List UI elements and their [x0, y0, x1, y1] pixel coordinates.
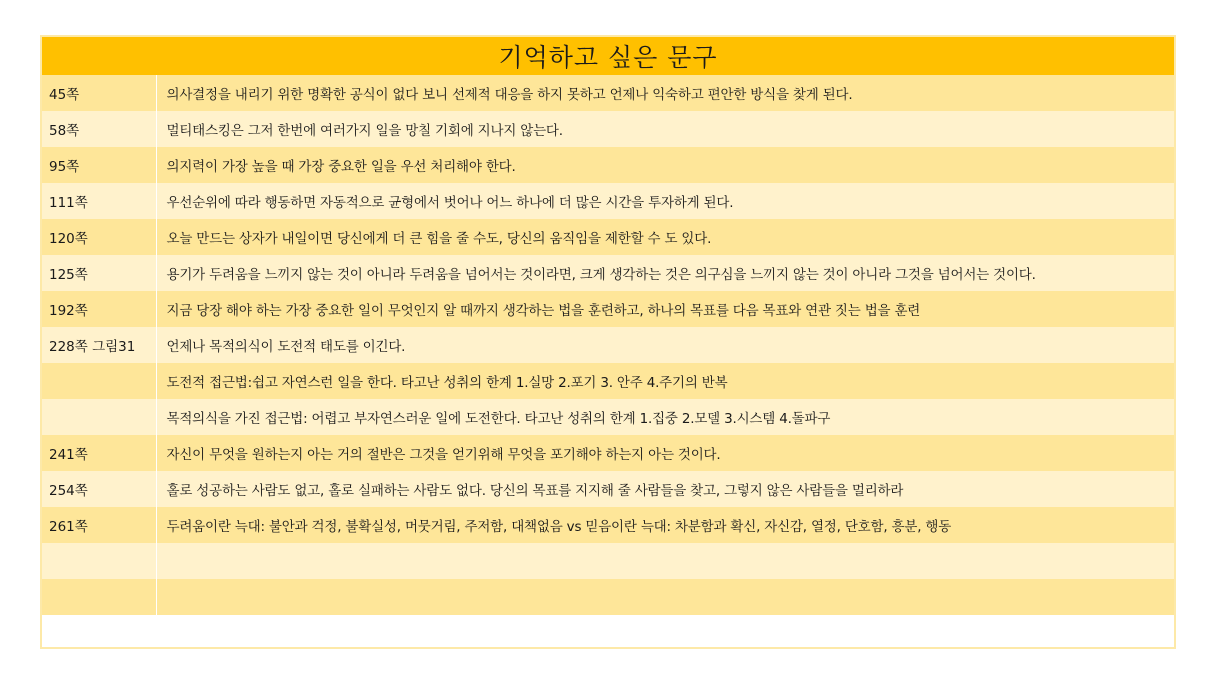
quote-text-cell: 의지력이 가장 높을 때 가장 중요한 일을 우선 처리해야 한다.	[156, 147, 1174, 183]
table-row	[42, 363, 1174, 399]
table-row	[42, 219, 1174, 255]
page-number-cell: 58쪽	[42, 111, 156, 147]
quotes-table	[42, 75, 1174, 615]
page-number-cell: 95쪽	[42, 147, 156, 183]
page-number-cell	[42, 579, 156, 615]
page-number-cell	[42, 363, 156, 399]
quote-text-cell: 멀티태스킹은 그저 한번에 여러가지 일을 망칠 기회에 지나지 않는다.	[156, 111, 1174, 147]
page-number-cell: 261쪽	[42, 507, 156, 543]
page-number-cell: 120쪽	[42, 219, 156, 255]
quote-text-cell: 용기가 두려움을 느끼지 않는 것이 아니라 두려움을 넘어서는 것이라면, 크게 생각하는 것은 의구심을 느끼지 않는 것이 아니라 그것을 넘어서는 것이다.	[156, 255, 1174, 291]
quote-text-cell	[156, 543, 1174, 579]
title-bar	[42, 37, 1174, 75]
table-row	[42, 147, 1174, 183]
quote-text-cell: 도전적 접근법:쉽고 자연스런 일을 한다. 타고난 성취의 한계 1.실망 2.포기 3. 안주 4.주기의 반복	[156, 363, 1174, 399]
table-row	[42, 579, 1174, 615]
page-number-cell: 111쪽	[42, 183, 156, 219]
page-number-cell	[42, 399, 156, 435]
quote-text-cell: 의사결정을 내리기 위한 명확한 공식이 없다 보니 선제적 대응을 하지 못하고 언제나 익숙하고 편안한 방식을 찾게 된다.	[156, 75, 1174, 111]
table-row	[42, 399, 1174, 435]
quote-text-cell: 우선순위에 따라 행동하면 자동적으로 균형에서 벗어나 어느 하나에 더 많은 시간을 투자하게 된다.	[156, 183, 1174, 219]
page-number-cell: 125쪽	[42, 255, 156, 291]
page-number-cell: 254쪽	[42, 471, 156, 507]
page-number-cell: 241쪽	[42, 435, 156, 471]
page-number-cell	[42, 543, 156, 579]
quote-text-cell	[156, 579, 1174, 615]
table-row	[42, 291, 1174, 327]
page-number-cell: 192쪽	[42, 291, 156, 327]
quote-text-cell: 오늘 만드는 상자가 내일이면 당신에게 더 큰 힘을 줄 수도, 당신의 움직임을 제한할 수 도 있다.	[156, 219, 1174, 255]
table-row	[42, 507, 1174, 543]
table-row	[42, 111, 1174, 147]
page-number-cell: 45쪽	[42, 75, 156, 111]
quotes-sheet	[40, 35, 1176, 649]
quote-text-cell: 홀로 성공하는 사람도 없고, 홀로 실패하는 사람도 없다. 당신의 목표를 지지해 줄 사람들을 찾고, 그렇지 않은 사람들을 멀리하라	[156, 471, 1174, 507]
table-row	[42, 75, 1174, 111]
table-row	[42, 471, 1174, 507]
quote-text-cell: 지금 당장 해야 하는 가장 중요한 일이 무엇인지 알 때까지 생각하는 법을 훈련하고, 하나의 목표를 다음 목표와 연관 짓는 법을 훈련	[156, 291, 1174, 327]
page-title: 기억하고 싶은 문구	[498, 43, 718, 72]
table-row	[42, 435, 1174, 471]
quote-text-cell: 자신이 무엇을 원하는지 아는 거의 절반은 그것을 얻기위해 무엇을 포기해야 하는지 아는 것이다.	[156, 435, 1174, 471]
quote-text-cell: 두려움이란 늑대: 불안과 걱정, 불확실성, 머뭇거림, 주저함, 대책없음 vs 믿음이란 늑대: 차분함과 확신, 자신감, 열정, 단호함, 흥분, 행동	[156, 507, 1174, 543]
quote-text-cell: 목적의식을 가진 접근법: 어렵고 부자연스러운 일에 도전한다. 타고난 성취의 한계 1.집중 2.모델 3.시스템 4.돌파구	[156, 399, 1174, 435]
table-row	[42, 543, 1174, 579]
table-row	[42, 183, 1174, 219]
quote-text-cell: 언제나 목적의식이 도전적 태도를 이긴다.	[156, 327, 1174, 363]
page-number-cell: 228쪽 그림31	[42, 327, 156, 363]
table-row	[42, 327, 1174, 363]
table-row	[42, 255, 1174, 291]
